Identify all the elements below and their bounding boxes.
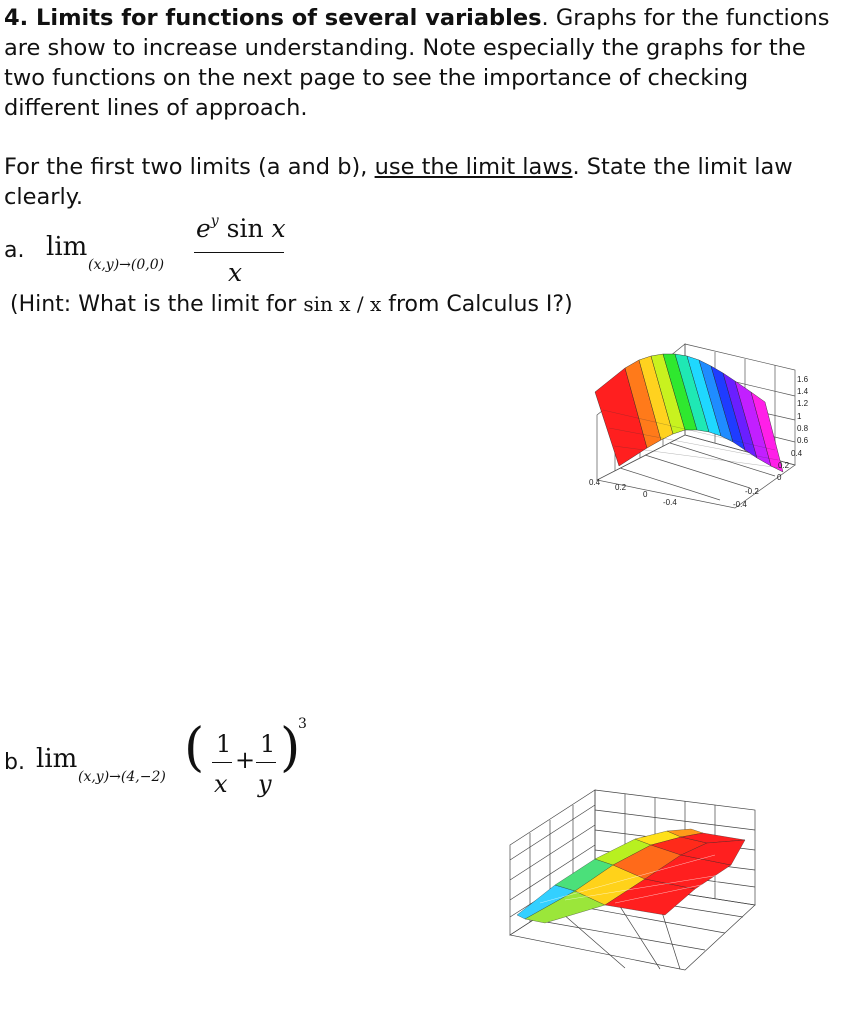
- part-b-plus: +: [235, 746, 256, 774]
- part-a-lim: lim: [46, 232, 88, 262]
- hint-math: sin x / x: [303, 292, 382, 316]
- part-a-denominator: x: [228, 258, 243, 287]
- right-paren: ): [280, 718, 301, 778]
- part-a-fraction-bar: [194, 252, 284, 253]
- part-b-denominator-y: y: [258, 770, 272, 798]
- part-b-numerator-1: 1: [216, 730, 232, 758]
- part-b-label: b.: [4, 750, 25, 775]
- graph-a-y-tick: -0.2: [745, 487, 759, 496]
- graph-a-z-tick: 0.6: [797, 436, 809, 445]
- hint-line: [10, 292, 573, 317]
- part-b-fraction-bar-2: [256, 762, 276, 763]
- part-a-subscript: (x,y)→(0,0): [88, 257, 165, 273]
- graph-b-surface: [495, 785, 765, 975]
- part-b-denominator-x: x: [214, 770, 228, 798]
- intro-text: . Graphs for the functions are show to increase understanding. Note especially the graphs for the two functions on the next page to see the importance of checking different lines of approach.: [4, 5, 830, 121]
- part-b-subscript: (x,y)→(4,−2): [78, 769, 166, 785]
- part-b-numerator-2: 1: [260, 730, 276, 758]
- part-a-label: a.: [4, 238, 25, 263]
- graph-a-z-tick: 1.4: [797, 387, 809, 396]
- instructions-before: For the first two limits (a and b),: [4, 154, 375, 180]
- graph-a-surface: [585, 340, 815, 510]
- hint-before: (Hint: What is the limit for: [10, 292, 304, 317]
- numerator-x: x: [271, 214, 286, 243]
- graph-a-x-tick: 0.2: [615, 483, 627, 492]
- part-b-fraction-bar-1: [212, 762, 232, 763]
- numerator-sin: sin: [218, 214, 272, 243]
- graph-a-z-tick: 0.4: [791, 449, 803, 458]
- graph-a-z-tick: 1.6: [797, 375, 809, 384]
- numerator-exponent: y: [210, 213, 219, 229]
- limit-laws-underlined: use the limit laws: [374, 154, 573, 180]
- graph-a-x-tick: -0.4: [663, 498, 677, 507]
- graph-a-z-tick: 0.8: [797, 424, 809, 433]
- instructions-after: . State the limit law clearly.: [4, 154, 793, 210]
- part-b-lim: lim: [36, 744, 78, 774]
- hint-after: from Calculus I?): [381, 292, 573, 317]
- section-heading: 4. Limits for functions of several variables: [4, 5, 542, 31]
- graph-a-z-tick: 1.2: [797, 399, 809, 408]
- part-b-exponent: 3: [298, 716, 307, 732]
- left-paren: (: [184, 718, 205, 778]
- part-a-numerator: [196, 213, 286, 243]
- graph-a-y-tick: 0: [777, 473, 782, 482]
- graph-a-x-tick: 0: [643, 490, 648, 499]
- graph-a-z-tick: 1: [797, 412, 802, 421]
- graph-a-z-tick: 0.2: [778, 461, 790, 470]
- graph-a-x-tick: 0.4: [589, 478, 601, 487]
- intro-paragraph: [4, 3, 839, 123]
- instructions: [4, 152, 839, 212]
- numerator-e: e: [196, 214, 211, 243]
- graph-a-y-tick: -0.4: [733, 500, 747, 509]
